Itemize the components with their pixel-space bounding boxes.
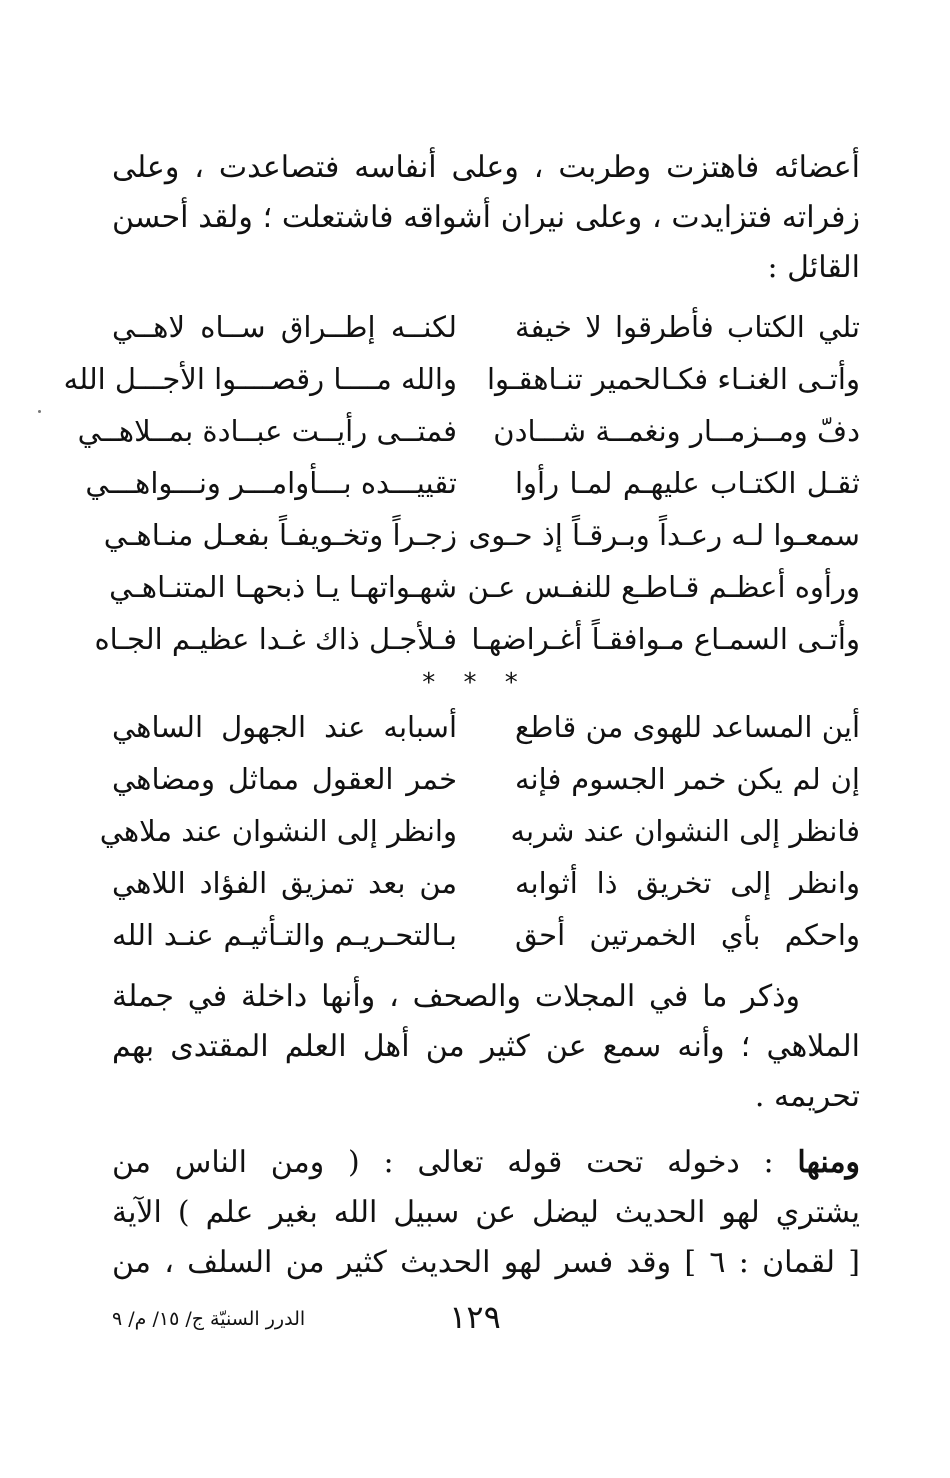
text-line: وذكر ما في المجلات والصحف ، وأنها داخلة في جملة — [112, 979, 800, 1014]
lead-word: ومنها — [797, 1145, 860, 1180]
verse-line — [94, 622, 860, 674]
verse-line — [112, 866, 860, 918]
text-line: تحريمه . — [754, 1079, 860, 1114]
verse-second-hemistich: من بعد تمزيق الفؤاد اللاهي — [112, 866, 457, 900]
verse-first-hemistich: تلي الكتاب فأطرقوا لا خيفة — [515, 310, 860, 344]
footer-reference: الدرر السنيّة ج/ ١٥/ م/ ٩ — [112, 1308, 306, 1330]
text-line: أعضائه فاهتزت وطربت ، وعلى أنفاسه فتصاعدت ، وعلى — [112, 150, 860, 185]
verse-first-hemistich: ورأوه أعظـم قـاطـع للنفـس عـن — [467, 570, 860, 604]
verse-first-hemistich: واحكم بأي الخمرتين أحق — [515, 918, 860, 952]
verse-line — [112, 710, 860, 762]
poem-second — [99, 710, 860, 970]
verse-line — [112, 762, 860, 814]
text-line — [112, 1138, 860, 1188]
verse-first-hemistich: أين المساعد للهوى من قاطع — [515, 710, 860, 744]
verse-line — [103, 518, 860, 570]
verse-second-hemistich: فمتــى رأيــت عبــادة بمــلاهــي — [77, 414, 457, 448]
verse-second-hemistich: شهـواتهـا يـا ذبحهـا المتنـاهـي — [109, 570, 457, 604]
section-separator: * * * — [422, 668, 528, 698]
verse-first-hemistich: فانظر إلى النشوان عند شربه — [510, 814, 860, 848]
paragraph-quran — [112, 1138, 860, 1288]
verse-first-hemistich: دفّ ومــزمــار ونغمــة شـــادن — [493, 414, 860, 448]
verse-second-hemistich: زجـراً وتخـويفـاً بفعـل منـاهـي — [103, 518, 457, 552]
verse-second-hemistich: فـلأجـل ذاك غـدا عظيـم الجـاه — [94, 622, 457, 656]
verse-second-hemistich: بـالتحـريـم والتـأثيـم عنـد الله — [112, 918, 457, 952]
paragraph-intro — [112, 143, 860, 293]
verse-second-hemistich: تقييـــده بـــأوامـــر ونـــواهـــي — [85, 466, 457, 500]
verse-first-hemistich: وأتـى السمـاع مـوافقـاً أغـراضهـا — [471, 622, 860, 656]
poem-first — [63, 310, 860, 674]
text-line: القائل : — [767, 250, 860, 285]
verse-line — [63, 362, 860, 414]
verse-line — [77, 414, 860, 466]
verse-line — [99, 814, 860, 866]
text-run: : دخوله تحت قوله تعالى : ( ومن الناس من — [112, 1145, 798, 1180]
verse-second-hemistich: والله مــــا رقصــــوا الأجـــل الله — [63, 362, 457, 396]
verse-second-hemistich: وانظر إلى النشوان عند ملاهي — [99, 814, 457, 848]
verse-second-hemistich: لكنــه إطــراق ســاه لاهــي — [112, 310, 457, 344]
text-line: [ لقمان : ٦ ] وقد فسر لهو الحديث كثير من السلف ، من — [112, 1245, 860, 1280]
verse-line — [112, 310, 860, 362]
page-number: ١٢٩ — [449, 1298, 501, 1336]
verse-first-hemistich: ثقـل الكتـاب عليهـم لمـا رأوا — [515, 466, 860, 500]
verse-second-hemistich: أسبابه عند الجهول الساهي — [112, 710, 457, 744]
verse-second-hemistich: خمر العقول مماثل ومضاهي — [112, 762, 457, 796]
text-line: زفراته فتزايدت ، وعلى نيران أشواقه فاشتعلت ؛ ولقد أحسن — [112, 200, 860, 235]
text-line: يشتري لهو الحديث ليضل عن سبيل الله بغير علم ) الآية — [112, 1195, 860, 1230]
text-line: الملاهي ؛ وأنه سمع عن كثير من أهل العلم المقتدى بهم — [112, 1029, 860, 1064]
verse-line — [112, 918, 860, 970]
paragraph-magazines — [112, 972, 860, 1122]
verse-line — [109, 570, 860, 622]
verse-first-hemistich: إن لم يكن خمر الجسوم فإنه — [515, 762, 860, 796]
verse-first-hemistich: وانظر إلى تخريق ذا أثوابه — [515, 866, 860, 900]
verse-first-hemistich: سمعـوا لـه رعـداً وبـرقـاً إذ حـوى — [468, 518, 860, 552]
verse-line — [85, 466, 860, 518]
scan-speck — [38, 410, 41, 413]
verse-first-hemistich: وأتـى الغنـاء فكـالحمير تنـاهقـوا — [487, 362, 860, 396]
